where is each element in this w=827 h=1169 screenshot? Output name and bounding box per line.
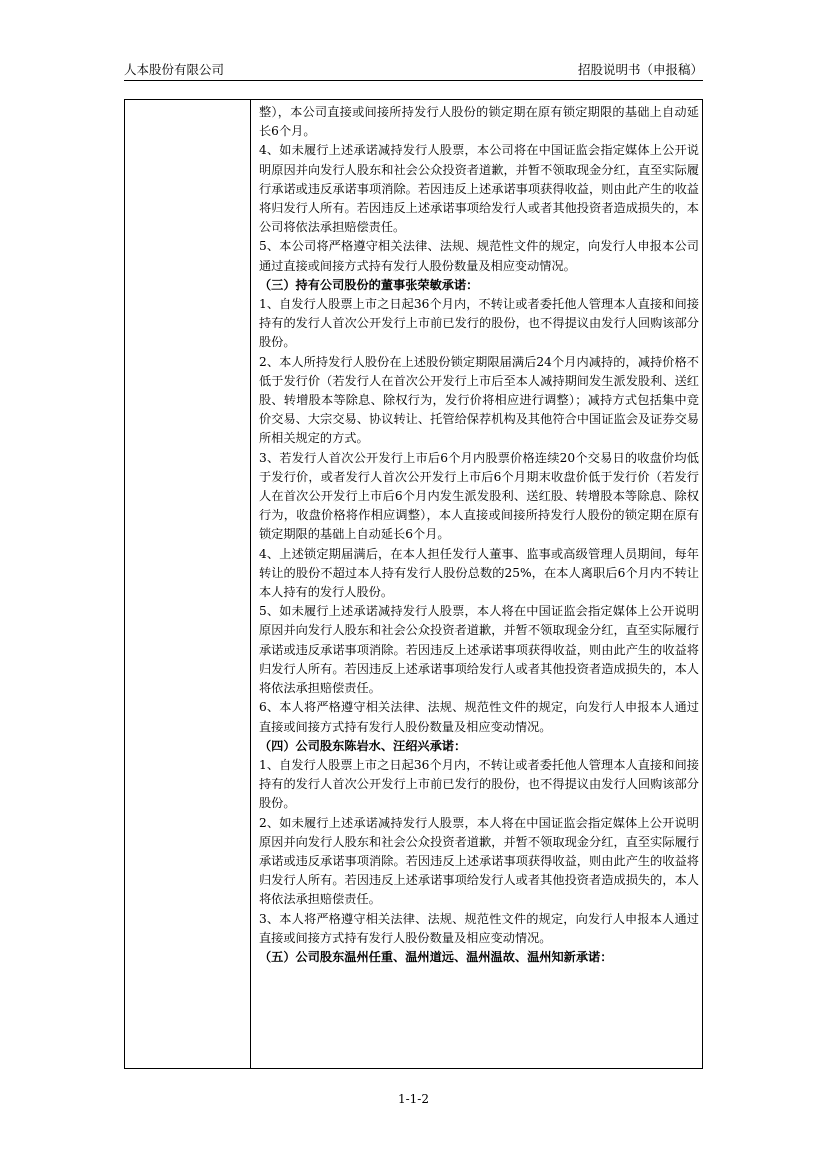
paragraph: 4、上述锁定期届满后，在本人担任发行人董事、监事或高级管理人员期间，每年转让的股份不超过本人持有发行人股份总数的25%，在本人离职后6个月内不转让本人持有的发行人股份。 [259, 546, 699, 600]
commitment-text-cell [259, 103, 699, 967]
paragraph: 1、自发行人股票上市之日起36个月内，不转让或者委托他人管理本人直接和间接持有的发行人首次公开发行上市前已发行的股份，也不得提议由发行人回购该部分股份。 [259, 297, 699, 350]
section-heading: （四）公司股东陈岩水、汪绍兴承诺： [259, 738, 467, 753]
section-heading: （三）持有公司股份的董事张荣敏承诺： [259, 277, 479, 292]
paragraph: 4、如未履行上述承诺减持发行人股票，本公司将在中国证监会指定媒体上公开说明原因并向发行人股东和社会公众投资者道歉，并暂不领取现金分红，直至实际履行承诺或违反承诺事项消除。若因违反上述承诺事项获得收益，则由此产生的收益将归发行人所有。若因违反上述承诺事项给发行人或者其他投资者造成损失的，本公司将依法承担赔偿责任。 [259, 143, 699, 235]
section-heading: （五）公司股东温州任重、温州道远、温州温故、温州知新承诺： [259, 949, 613, 964]
paragraph: 2、本人所持发行人股份在上述股份锁定期限届满后24个月内减持的，减持价格不低于发行价（若发行人在首次公开发行上市后至本人减持期间发生派发股利、送红股、转增股本等除息、除权行为，发行价将相应进行调整）；减持方式包括集中竞价交易、大宗交易、协议转让、托管给保荐机构及其他符合中国证监会及证券交易所相关规定的方式。 [259, 354, 699, 446]
header-rule [124, 80, 703, 81]
company-name: 人本股份有限公司 [124, 62, 225, 77]
paragraph: 5、如未履行上述承诺减持发行人股票，本人将在中国证监会指定媒体上公开说明原因并向发行人股东和社会公众投资者道歉，并暂不领取现金分红，直至实际履行承诺或违反承诺事项消除。若因违反上述承诺事项获得收益，则由此产生的收益将归发行人所有。若因违反上述承诺事项给发行人或者其他投资者造成损失的，本人将依法承担赔偿责任。 [259, 604, 699, 696]
paragraph: 6、本人将严格遵守相关法律、法规、规范性文件的规定，向发行人申报本人通过直接或间接方式持有发行人股份数量及相应变动情况。 [259, 700, 699, 734]
commitment-table [124, 99, 703, 1069]
paragraph: 1、自发行人股票上市之日起36个月内，不转让或者委托他人管理本人直接和间接持有的发行人首次公开发行上市前已发行的股份，也不得提议由发行人回购该部分股份。 [259, 757, 699, 811]
paragraph: 整），本公司直接或间接所持发行人股份的锁定期在原有锁定期限的基础上自动延长6个月。 [259, 105, 699, 139]
page-number: 1-1-2 [397, 1092, 429, 1106]
paragraph: 2、如未履行上述承诺减持发行人股票，本人将在中国证监会指定媒体上公开说明原因并向发行人股东和社会公众投资者道歉，并暂不领取现金分红，直至实际履行承诺或违反承诺事项消除。若因违反上述承诺事项获得收益，则由此产生的收益将归发行人所有。若因违反上述承诺事项给发行人或者其他投资者造成损失的，本人将依法承担赔偿责任。 [259, 815, 699, 907]
page-header [124, 60, 703, 78]
document-title: 招股说明书（申报稿） [577, 62, 703, 77]
paragraph: 3、若发行人首次公开发行上市后6个月内股票价格连续20个交易日的收盘价均低于发行价，或者发行人首次公开发行上市后6个月期末收盘价低于发行价（若发行人在首次公开发行上市后6个月内发生派发股利、送红股、转增股本等除息、除权行为，收盘价格将作相应调整），本人直接或间接所持发行人股份的锁定期在原有锁定期限的基础上自动延长6个月。 [259, 450, 699, 542]
column-divider [250, 100, 251, 1068]
paragraph: 3、本人将严格遵守相关法律、法规、规范性文件的规定，向发行人申报本人通过直接或间接方式持有发行人股份数量及相应变动情况。 [259, 911, 699, 945]
paragraph: 5、本公司将严格遵守相关法律、法规、规范性文件的规定，向发行人申报本公司通过直接或间接方式持有发行人股份数量及相应变动情况。 [259, 239, 699, 273]
